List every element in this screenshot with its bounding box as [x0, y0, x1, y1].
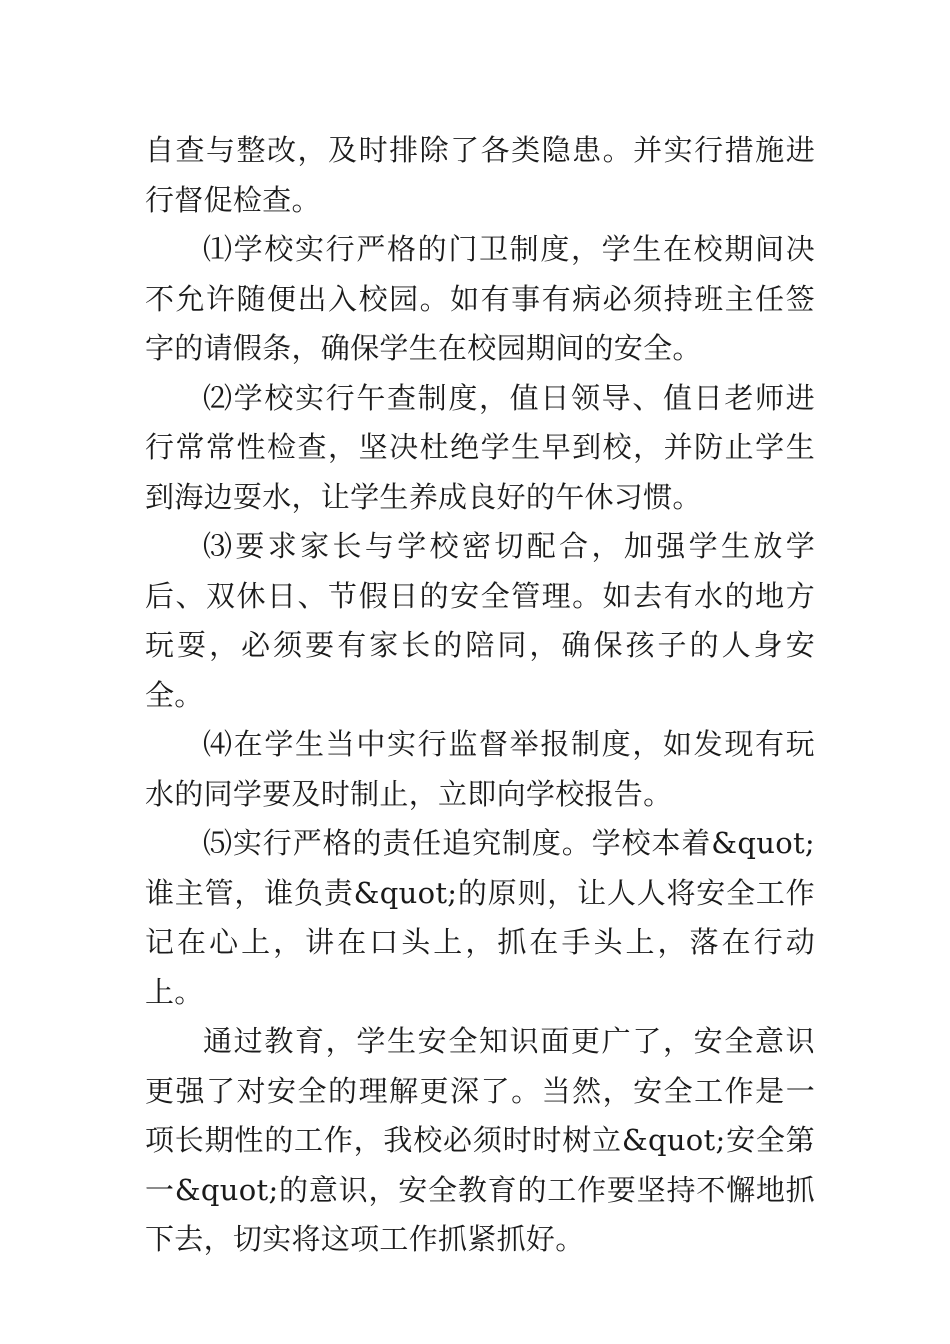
paragraph-item-2: ⑵学校实行午查制度，值日领导、值日老师进行常常性检查，坚决杜绝学生早到校，并防止学生到海边耍水，让学生养成良好的午休习惯。 [145, 380, 815, 514]
paragraph-item-1: ⑴学校实行严格的门卫制度，学生在校期间决不允许随便出入校园。如有事有病必须持班主任签字的请假条，确保学生在校园期间的安全。 [145, 232, 815, 365]
paragraph-item-5: ⑸实行严格的责任追究制度。学校本着&quot;谁主管，谁负责&quot;的原则，让人人将安全工作记在心上，讲在口头上，抓在手头上，落在行动上。 [145, 826, 815, 1009]
paragraph-conclusion: 通过教育，学生安全知识面更广了，安全意识更强了对安全的理解更深了。当然，安全工作是一项长期性的工作，我校必须时时树立&quot;安全第一&quot;的意识，安全教育的工作要坚持不懈地抓下去，切实将这项工作抓紧抓好。 [145, 1024, 815, 1256]
document-body [145, 126, 815, 1265]
paragraph-item-3: ⑶要求家长与学校密切配合，加强学生放学后、双休日、节假日的安全管理。如去有水的地方玩耍，必须要有家长的陪同，确保孩子的人身安全。 [145, 529, 815, 712]
paragraph-item-4: ⑷在学生当中实行监督举报制度，如发现有玩水的同学要及时制止，立即向学校报告。 [145, 727, 815, 811]
paragraph-continuation: 自查与整改，及时排除了各类隐患。并实行措施进行督促检查。 [145, 133, 815, 217]
